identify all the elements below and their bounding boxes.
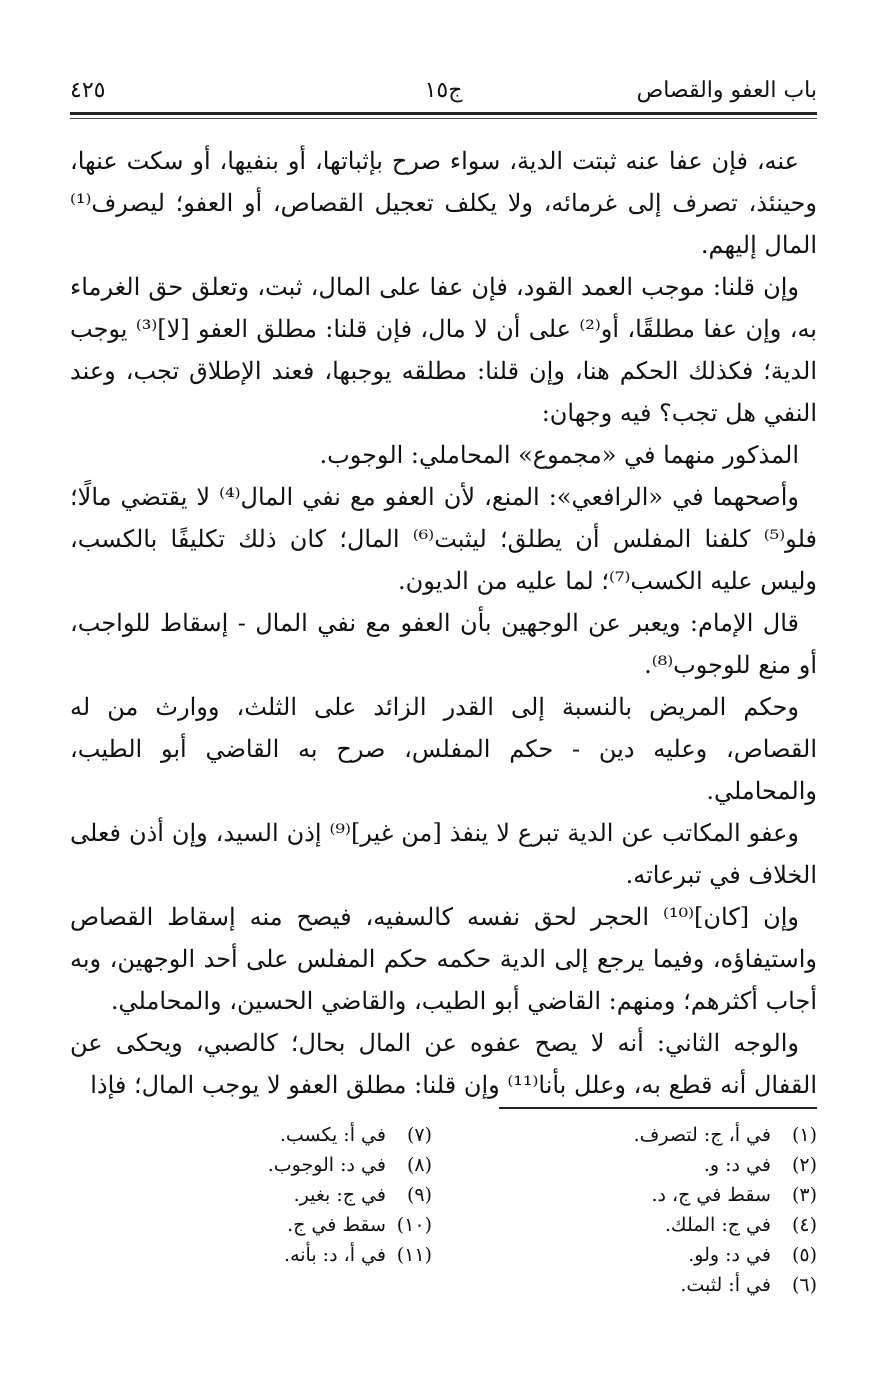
footnote-number: (١٠) [396,1214,432,1236]
footnote-item [437,1240,817,1270]
header-rule [70,112,817,115]
paragraph-4: وأصحهما في «الرافعي»: المنع، لأن العفو مع نفي المال⁽⁴⁾ لا يقتضي مالًا؛ فلو⁽⁵⁾ كلفنا المفلس أن يطلق؛ ليثبت⁽⁶⁾ المال؛ كان ذلك تكليفًا بالكسب، وليس عليه الكسب⁽⁷⁾؛ لما عليه من الديون. [70,483,817,595]
footnote-text: في أ، د: بأنه. [284,1244,386,1266]
footnote-number: (٨) [406,1154,432,1176]
header-rule-thin [70,118,817,119]
footnote-item [52,1240,432,1270]
running-header [70,72,817,112]
paragraph-7: وعفو المكاتب عن الدية تبرع لا ينفذ [من غير]⁽⁹⁾ إذن السيد، وإن أذن فعلى الخلاف في تبرعاته. [70,819,817,889]
footnote-number: (٦) [791,1274,817,1296]
footnote-text: في د: ولو. [688,1244,771,1266]
footnote-rule [499,1107,817,1109]
footnote-item [52,1180,432,1210]
chapter-title: باب العفو والقصاص [636,78,817,103]
footnote-number: (٧) [406,1124,432,1146]
footnotes [70,1120,817,1320]
page-number: ٤٢٥ [70,78,106,103]
footnotes-right-column [437,1120,817,1300]
footnote-number: (٥) [791,1244,817,1266]
footnote-text: في أ: يكسب. [279,1124,386,1146]
footnote-item [437,1210,817,1240]
footnote-text: في ج: الملك. [664,1214,771,1236]
footnote-item [437,1180,817,1210]
footnote-text: في ج: بغير. [293,1184,386,1206]
paragraph-5: قال الإمام: ويعبر عن الوجهين بأن العفو مع نفي المال - إسقاط للواجب، أو منع للوجوب⁽⁸⁾. [70,609,817,679]
footnote-number: (٣) [791,1184,817,1206]
footnote-number: (١) [791,1124,817,1146]
footnote-item [437,1150,817,1180]
footnote-text: سقط في ج، د. [651,1184,771,1206]
paragraph-3: المذكور منهما في «مجموع» المحاملي: الوجوب. [319,441,799,469]
footnote-number: (١١) [396,1244,432,1266]
footnote-item [52,1210,432,1240]
footnote-item [52,1120,432,1150]
main-text [70,140,817,1106]
footnote-item [437,1270,817,1300]
footnote-text: في د: الوجوب. [267,1154,386,1176]
footnote-number: (٤) [791,1214,817,1236]
paragraph-8: وإن [كان]⁽¹⁰⁾ الحجر لحق نفسه كالسفيه، فيصح منه إسقاط القصاص واستيفاؤه، وفيما يرجع إلى الدية حكمه حكم المفلس على أحد الوجهين، وبه أجاب أكثرهم؛ ومنهم: القاضي أبو الطيب، والقاضي الحسين، والمحاملي. [70,903,817,1015]
footnote-number: (٩) [406,1184,432,1206]
footnote-item [52,1150,432,1180]
paragraph-6: وحكم المريض بالنسبة إلى القدر الزائد على الثلث، ووارث من له القصاص، وعليه دين - حكم المفلس، صرح به القاضي أبو الطيب، والمحاملي. [70,693,817,805]
footnote-number: (٢) [791,1154,817,1176]
paragraph-9: والوجه الثاني: أنه لا يصح عفوه عن المال بحال؛ كالصبي، ويحكى عن القفال أنه قطع به، وعلل بأنا⁽¹¹⁾ وإن قلنا: مطلق العفو لا يوجب المال؛ فإذا [70,1029,817,1099]
footnote-text: في د: و. [703,1154,771,1176]
footnote-item [437,1120,817,1150]
paragraph-2: وإن قلنا: موجب العمد القود، فإن عفا على المال، ثبت، وتعلق حق الغرماء به، وإن عفا مطلقًا، أو⁽²⁾ على أن لا مال، فإن قلنا: مطلق العفو [لا]⁽³⁾ يوجب الدية؛ فكذلك الحكم هنا، وإن قلنا: مطلقه يوجبها، فعند الإطلاق تجب، وعند النفي هل تجب؟ فيه وجهان: [70,273,817,427]
footnotes-left-column [52,1120,432,1270]
footnote-text: سقط في ج. [287,1214,386,1236]
footnote-text: في أ: لثبت. [680,1274,771,1296]
paragraph-1: عنه، فإن عفا عنه ثبتت الدية، سواء صرح بإثباتها، أو بنفيها، أو سكت عنها، وحينئذ، تصرف إلى غرمائه، ولا يكلف تعجيل القصاص، أو العفو؛ ليصرف⁽¹⁾ المال إليهم. [70,147,817,259]
volume-label: ج١٥ [424,78,463,103]
footnote-text: في أ، ج: لتصرف. [633,1124,771,1146]
